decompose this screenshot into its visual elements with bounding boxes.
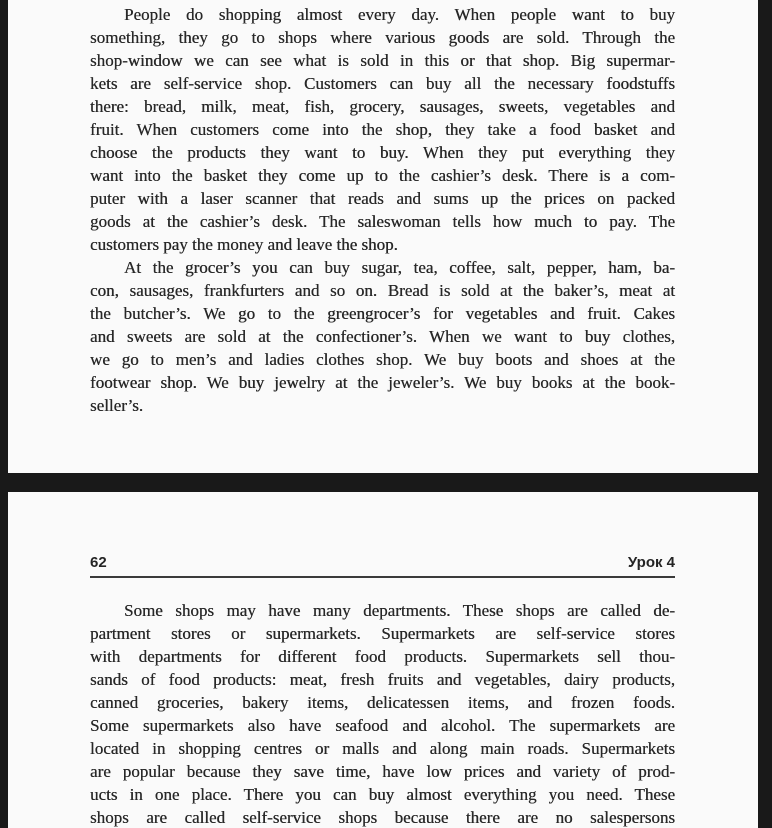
text-line: the butcher’s. We go to the greengrocer’s for vegetables and fruit. Cakes [90, 304, 675, 323]
paragraph [90, 256, 675, 417]
text-line: At the grocer’s you can buy sugar, tea, coffee, salt, pepper, ham, ba- [124, 258, 675, 277]
text-line: canned groceries, bakery items, delicatessen items, and frozen foods. [90, 693, 675, 712]
text-line: shops are called self-service shops because there are no salespersons [90, 808, 675, 827]
scanned-page-bottom [8, 492, 758, 828]
text-line: goods at the cashier’s desk. The saleswoman tells how much to pay. The [90, 212, 675, 231]
text-line: partment stores or supermarkets. Supermarkets are self-service stores [90, 624, 675, 643]
text-line: with departments for different food products. Supermarkets sell thou- [90, 647, 675, 666]
page2-text-column [90, 599, 675, 828]
text-line: kets are self-service shop. Customers can buy all the necessary foodstuffs [90, 74, 675, 93]
text-line: footwear shop. We buy jewelry at the jeweler’s. We buy books at the book- [90, 373, 675, 392]
text-line: something, they go to shops where various goods are sold. Through the [90, 28, 675, 47]
text-line: and sweets are sold at the confectioner’s. When we want to buy clothes, [90, 327, 675, 346]
lesson-label: Урок 4 [627, 554, 675, 571]
running-head [90, 554, 675, 571]
text-line: customers pay the money and leave the shop. [90, 235, 398, 254]
text-line: located in shopping centres or malls and along main roads. Supermarkets [90, 739, 675, 758]
text-line: want into the basket they come up to the cashier’s desk. There is a com- [90, 166, 675, 185]
text-line: fruit. When customers come into the shop, they take a food basket and [90, 120, 675, 139]
paragraph [90, 599, 675, 828]
page-number: 62 [90, 554, 107, 571]
text-line: puter with a laser scanner that reads and sums up the prices on packed [90, 189, 675, 208]
text-line: we go to men’s and ladies clothes shop. We buy boots and shoes at the [90, 350, 675, 369]
text-line: there: bread, milk, meat, fish, grocery, sausages, sweets, vegetables and [90, 97, 675, 116]
text-line: sands of food products: meat, fresh fruits and vegetables, dairy products, [90, 670, 675, 689]
paragraph [90, 3, 675, 256]
text-line: con, sausages, frankfurters and so on. Bread is sold at the baker’s, meat at [90, 281, 675, 300]
page1-text-column [90, 3, 675, 417]
text-line: shop-window we can see what is sold in this or that shop. Big supermar- [90, 51, 675, 70]
text-line: Some shops may have many departments. These shops are called de- [124, 601, 675, 620]
text-line: choose the products they want to buy. When they put everything they [90, 143, 675, 162]
text-line: are popular because they save time, have low prices and variety of prod- [90, 762, 675, 781]
text-line: ucts in one place. There you can buy almost everything you need. These [90, 785, 675, 804]
header-rule [90, 576, 675, 578]
scanned-page-top [8, 0, 758, 473]
text-line: seller’s. [90, 396, 144, 415]
text-line: Some supermarkets also have seafood and alcohol. The supermarkets are [90, 716, 675, 735]
text-line: People do shopping almost every day. When people want to buy [124, 5, 675, 24]
